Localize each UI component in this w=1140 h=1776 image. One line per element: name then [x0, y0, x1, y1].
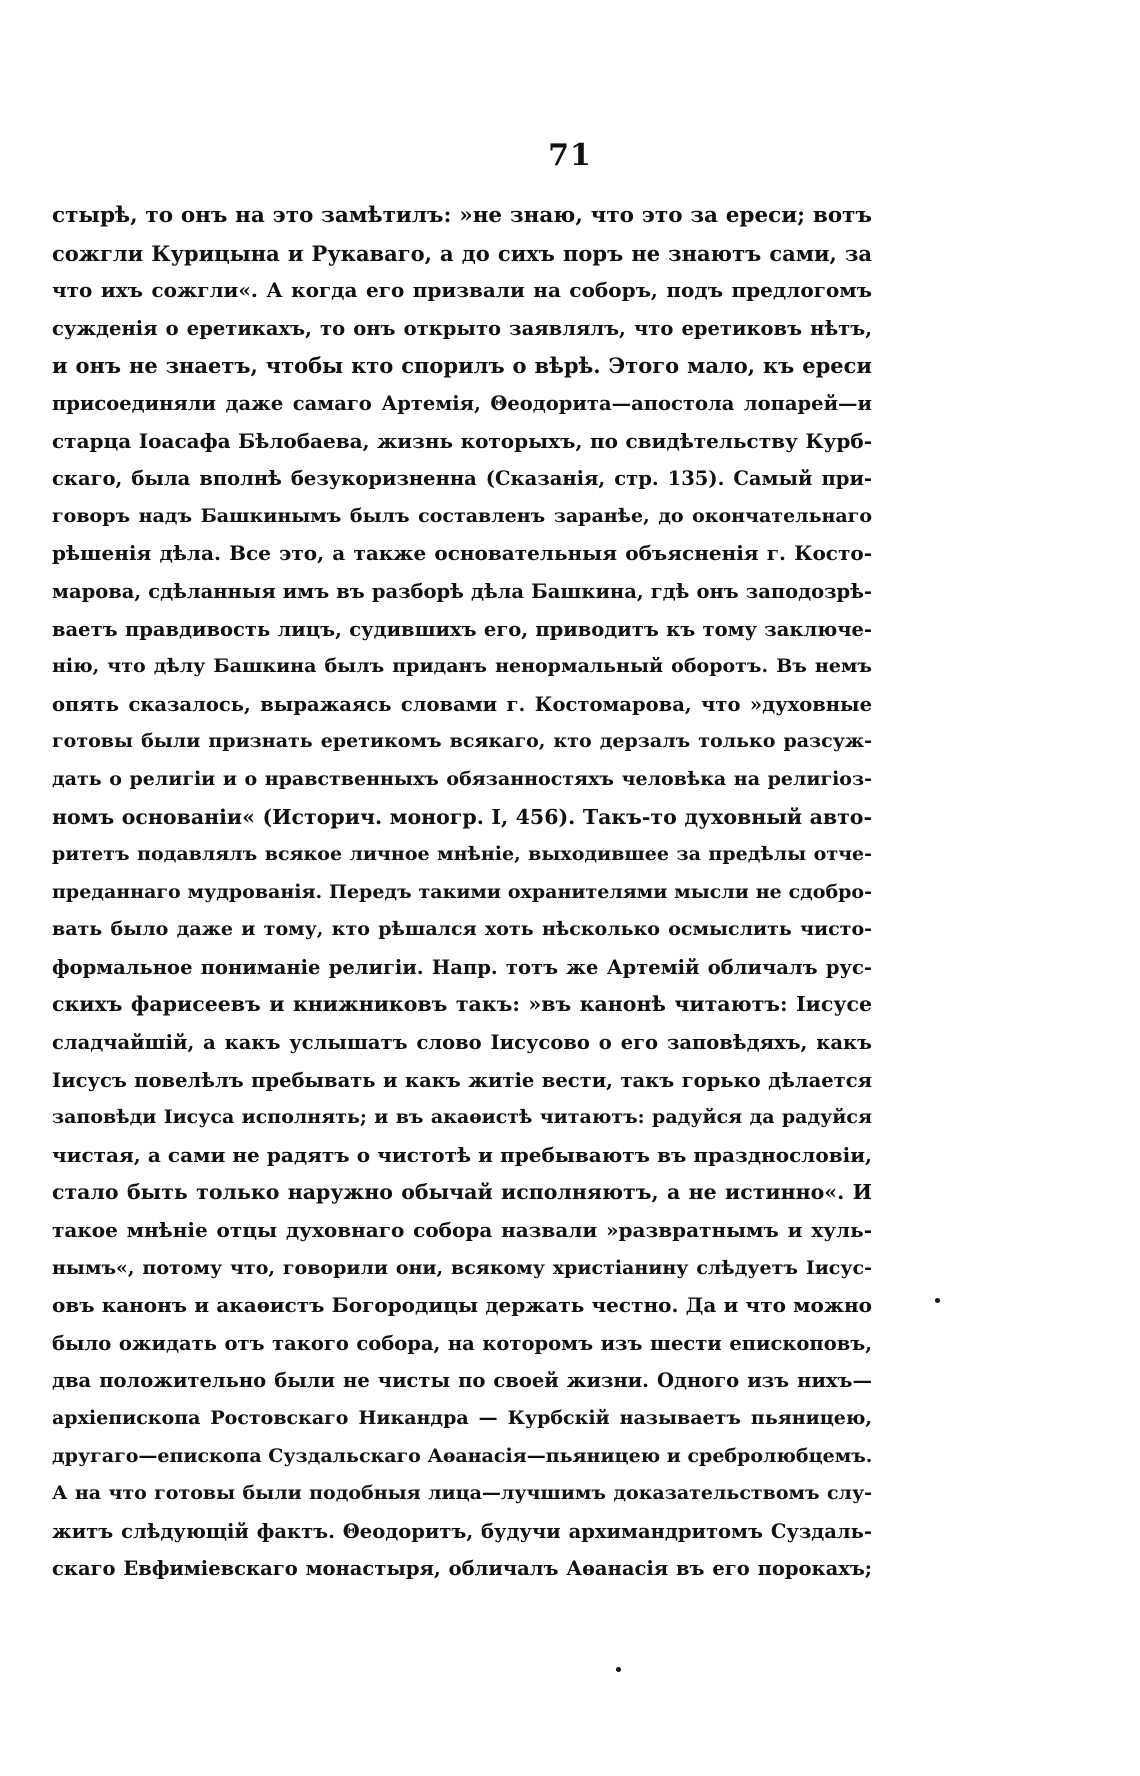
text-line-10: рѣшенія дѣла. Все это, а также основательныя объясненія г. Косто- [52, 541, 872, 566]
text-line-37: скаго Евфиміевскаго монастыря, обличалъ Аѳанасія въ его порокахъ; [52, 1557, 872, 1581]
text-line-20: вать было даже и тому, кто рѣшался хоть нѣсколько осмыслить чисто- [52, 918, 872, 941]
text-line-26: чистая, а сами не радятъ о чистотѣ и пребываютъ въ празднословіи, [52, 1142, 872, 1167]
text-line-19: преданнаго мудрованія. Передъ такими охранителями мысли не сдобро- [52, 880, 872, 903]
text-line-12: ваетъ правдивость лицъ, судившихъ его, приводитъ къ тому заключе- [52, 617, 872, 641]
text-line-9: говоръ надъ Башкинымъ былъ составленъ заранѣе, до окончательнаго [52, 504, 872, 527]
page-number: 71 [548, 138, 592, 173]
text-line-3: что ихъ сожгли«. А когда его призвали на соборъ, подъ предлогомъ [52, 278, 872, 303]
stray-ink-dot [935, 1298, 940, 1303]
text-line-31: было ожидать отъ такого собора, на которомъ изъ шести епископовъ, [52, 1331, 872, 1355]
text-line-24: Іисусъ повелѣлъ пребывать и какъ житіе вести, такъ горько дѣлается [52, 1068, 872, 1092]
text-line-23: сладчайшій, а какъ услышатъ слово Іисусово о его заповѣдяхъ, какъ [52, 1031, 872, 1055]
text-line-27: стало быть только наружно обычай исполняютъ, а не истинно«. И [52, 1180, 872, 1205]
text-line-34: другаго—епископа Суздальскаго Аѳанасія—пьяницею и сребролюбцемъ. [52, 1444, 872, 1467]
text-line-30: овъ канонъ и акаѳистъ Богородицы держать честно. Да и что можно [52, 1293, 872, 1318]
text-line-6: присоединяли даже самаго Артемія, Θеодорита—апостола лопарей—и [52, 391, 872, 415]
text-line-1: стырѣ, то онъ на это замѣтилъ: »не знаю, что это за ереси; вотъ [52, 203, 872, 228]
text-line-8: скаго, была вполнѣ безукоризненна (Сказанія, стр. 135). Самый при- [52, 467, 872, 491]
text-line-11: марова, сдѣланныя имъ въ разборѣ дѣла Башкина, гдѣ онъ заподозрѣ- [52, 579, 872, 603]
text-line-15: готовы были признать еретикомъ всякаго, кто дерзалъ только разсуж- [52, 730, 872, 753]
text-line-28: такое мнѣніе отцы духовнаго собора назвали »развратнымъ и хуль- [52, 1218, 872, 1243]
text-line-35: А на что готовы были подобныя лица—лучшимъ доказательствомъ слу- [52, 1482, 872, 1505]
text-line-2: сожгли Курицына и Рукаваго, а до сихъ поръ не знаютъ сами, за [52, 240, 872, 266]
text-line-22: скихъ фарисеевъ и книжниковъ такъ: »въ канонѣ читаютъ: Іисусе [52, 992, 872, 1017]
text-line-14: опять сказалось, выражаясь словами г. Костомарова, что »духовные [52, 692, 872, 716]
text-line-25: заповѣди Іисуса исполнять; и въ акаѳистѣ читаютъ: радуйся да радуйся [52, 1106, 872, 1129]
text-line-7: старца Іоасафа Бѣлобаева, жизнь которыхъ, по свидѣтельству Курб- [52, 428, 872, 453]
text-line-33: архіепископа Ростовскаго Никандра — Курбскій называетъ пьяницею, [52, 1407, 872, 1429]
text-line-36: житъ слѣдующій фактъ. Θеодоритъ, будучи архимандритомъ Суздаль- [52, 1519, 872, 1543]
text-line-13: нію, что дѣлу Башкина былъ приданъ ненормальный оборотъ. Въ немъ [52, 655, 872, 678]
body-text [52, 197, 872, 1588]
text-line-29: нымъ«, потому что, говорили они, всякому христіанину слѣдуетъ Іисус- [52, 1256, 872, 1279]
stray-ink-dot [616, 1667, 621, 1672]
text-line-21: формальное пониманіе религіи. Напр. тотъ же Артемій обличалъ рус- [52, 955, 872, 979]
text-line-5: и онъ не знаетъ, чтобы кто спорилъ о вѣрѣ. Этого мало, къ ереси [52, 353, 872, 379]
text-line-17: номъ основаніи« (Историч. моногр. I, 456). Такъ-то духовный авто- [52, 804, 872, 829]
text-line-32: два положительно были не чисты по своей жизни. Одного изъ нихъ— [52, 1369, 872, 1393]
text-line-16: дать о религіи и о нравственныхъ обязанностяхъ человѣка на религіоз- [52, 767, 872, 790]
text-line-18: ритетъ подавлялъ всякое личное мнѣніе, выходившее за предѣлы отче- [52, 843, 872, 866]
text-line-4: сужденія о еретикахъ, то онъ открыто заявлялъ, что еретиковъ нѣтъ, [52, 316, 872, 340]
